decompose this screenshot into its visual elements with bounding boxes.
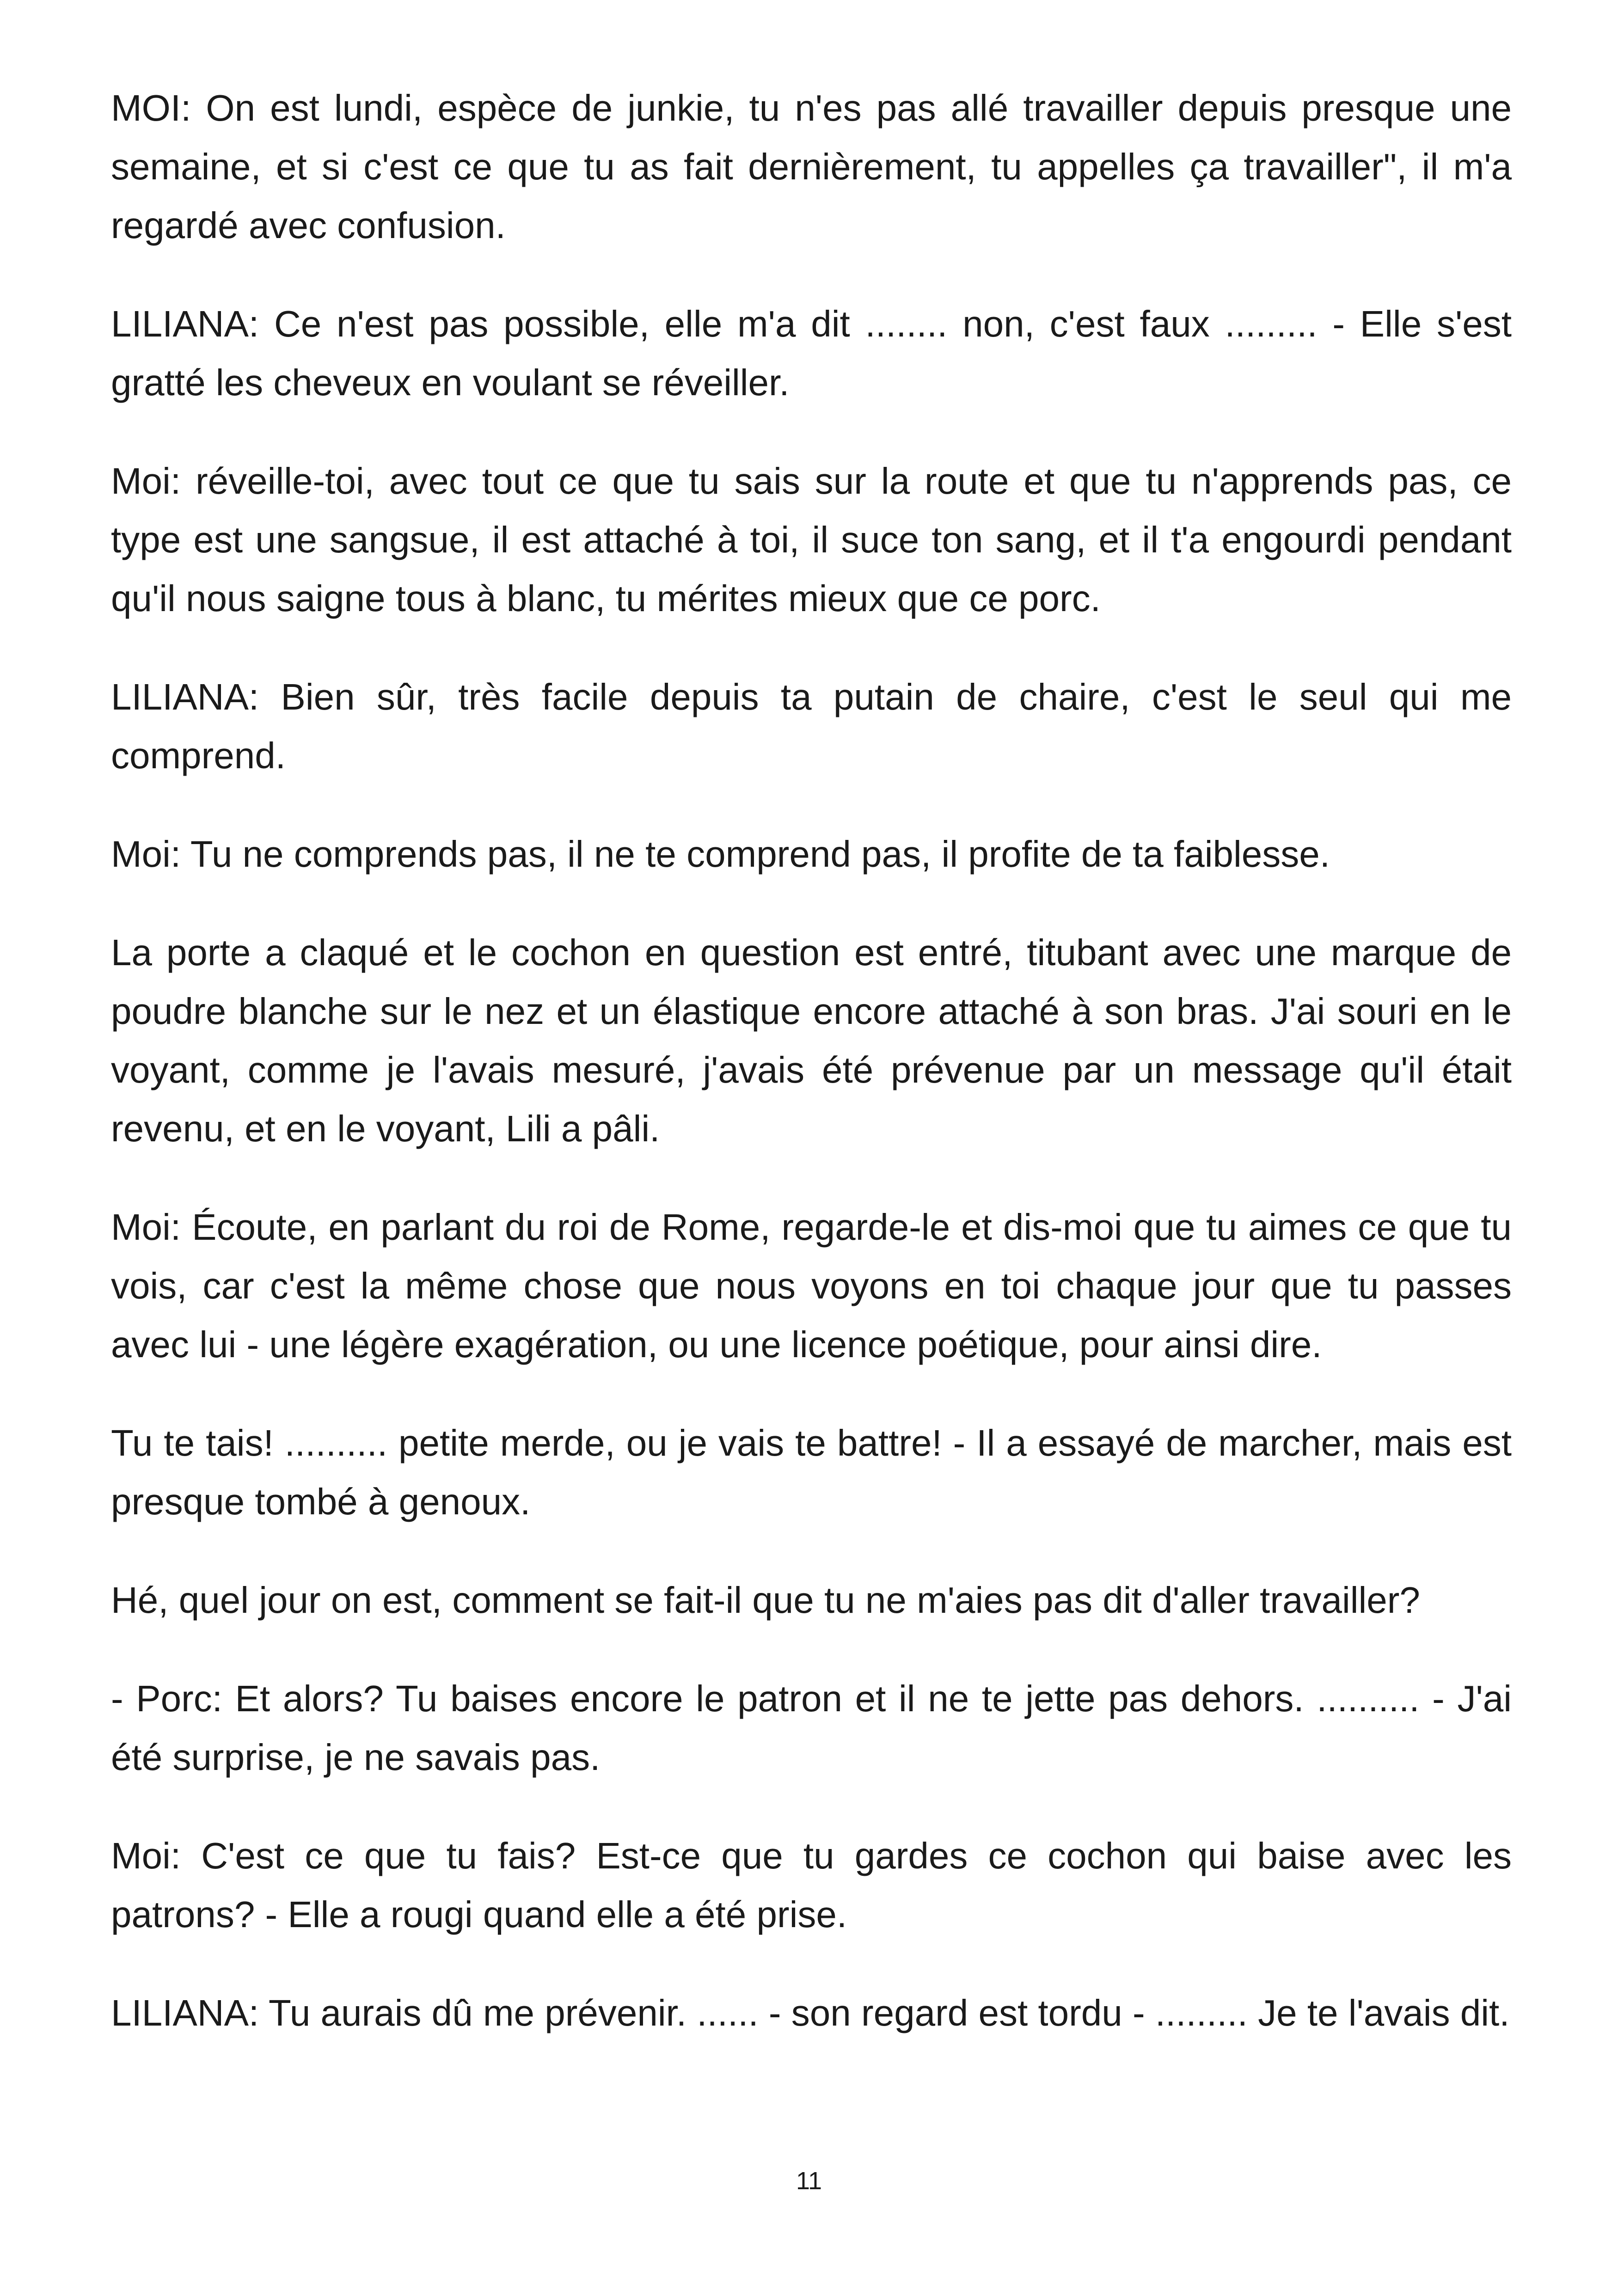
paragraph: MOI: On est lundi, espèce de junkie, tu n'es pas allé travailler depuis presque une semaine, et si c'est ce que tu as fait dernièrement, tu appelles ça travailler", il m'a regardé avec confusion. (111, 87, 1512, 246)
body-text (111, 79, 1512, 2042)
paragraph: Tu te tais! .......... petite merde, ou je vais te battre! - Il a essayé de marcher, mais est presque tombé à genoux. (111, 1422, 1512, 1522)
paragraph: Hé, quel jour on est, comment se fait-il que tu ne m'aies pas dit d'aller travailler? (111, 1580, 1420, 1621)
paragraph: - Porc: Et alors? Tu baises encore le patron et il ne te jette pas dehors. .......... - J'ai été surprise, je ne savais pas. (111, 1678, 1512, 1778)
paragraph: LILIANA: Ce n'est pas possible, elle m'a dit ........ non, c'est faux ......... - Elle s'est gratté les cheveux en voulant se réveiller. (111, 303, 1512, 403)
paragraph: Moi: Tu ne comprends pas, il ne te comprend pas, il profite de ta faiblesse. (111, 833, 1330, 875)
paragraph: La porte a claqué et le cochon en question est entré, titubant avec une marque de poudre blanche sur le nez et un élastique encore attaché à son bras. J'ai souri en le voyant, comme je l'avais mesuré, j'avais été prévenue par un message qu'il était revenu, et en le voyant, Lili a pâli. (111, 932, 1512, 1149)
paragraph: Moi: C'est ce que tu fais? Est-ce que tu gardes ce cochon qui baise avec les patrons? - Elle a rougi quand elle a été prise. (111, 1835, 1512, 1935)
paragraph: LILIANA: Bien sûr, très facile depuis ta putain de chaire, c'est le seul qui me comprend. (111, 676, 1512, 776)
page-number: 11 (796, 2167, 822, 2195)
paragraph: Moi: réveille-toi, avec tout ce que tu sais sur la route et que tu n'apprends pas, ce type est une sangsue, il est attaché à toi, il suce ton sang, et il t'a engourdi pendant qu'il nous saigne tous à blanc, tu mérites mieux que ce porc. (111, 460, 1512, 619)
paragraph: LILIANA: Tu aurais dû me prévenir. ...... - son regard est tordu - ......... Je te l'avais dit. (111, 1992, 1510, 2033)
paragraph: Moi: Écoute, en parlant du roi de Rome, regarde-le et dis-moi que tu aimes ce que tu vois, car c'est la même chose que nous voyons en toi chaque jour que tu passes avec lui - une légère exagération, ou une licence poétique, pour ainsi dire. (111, 1206, 1512, 1365)
